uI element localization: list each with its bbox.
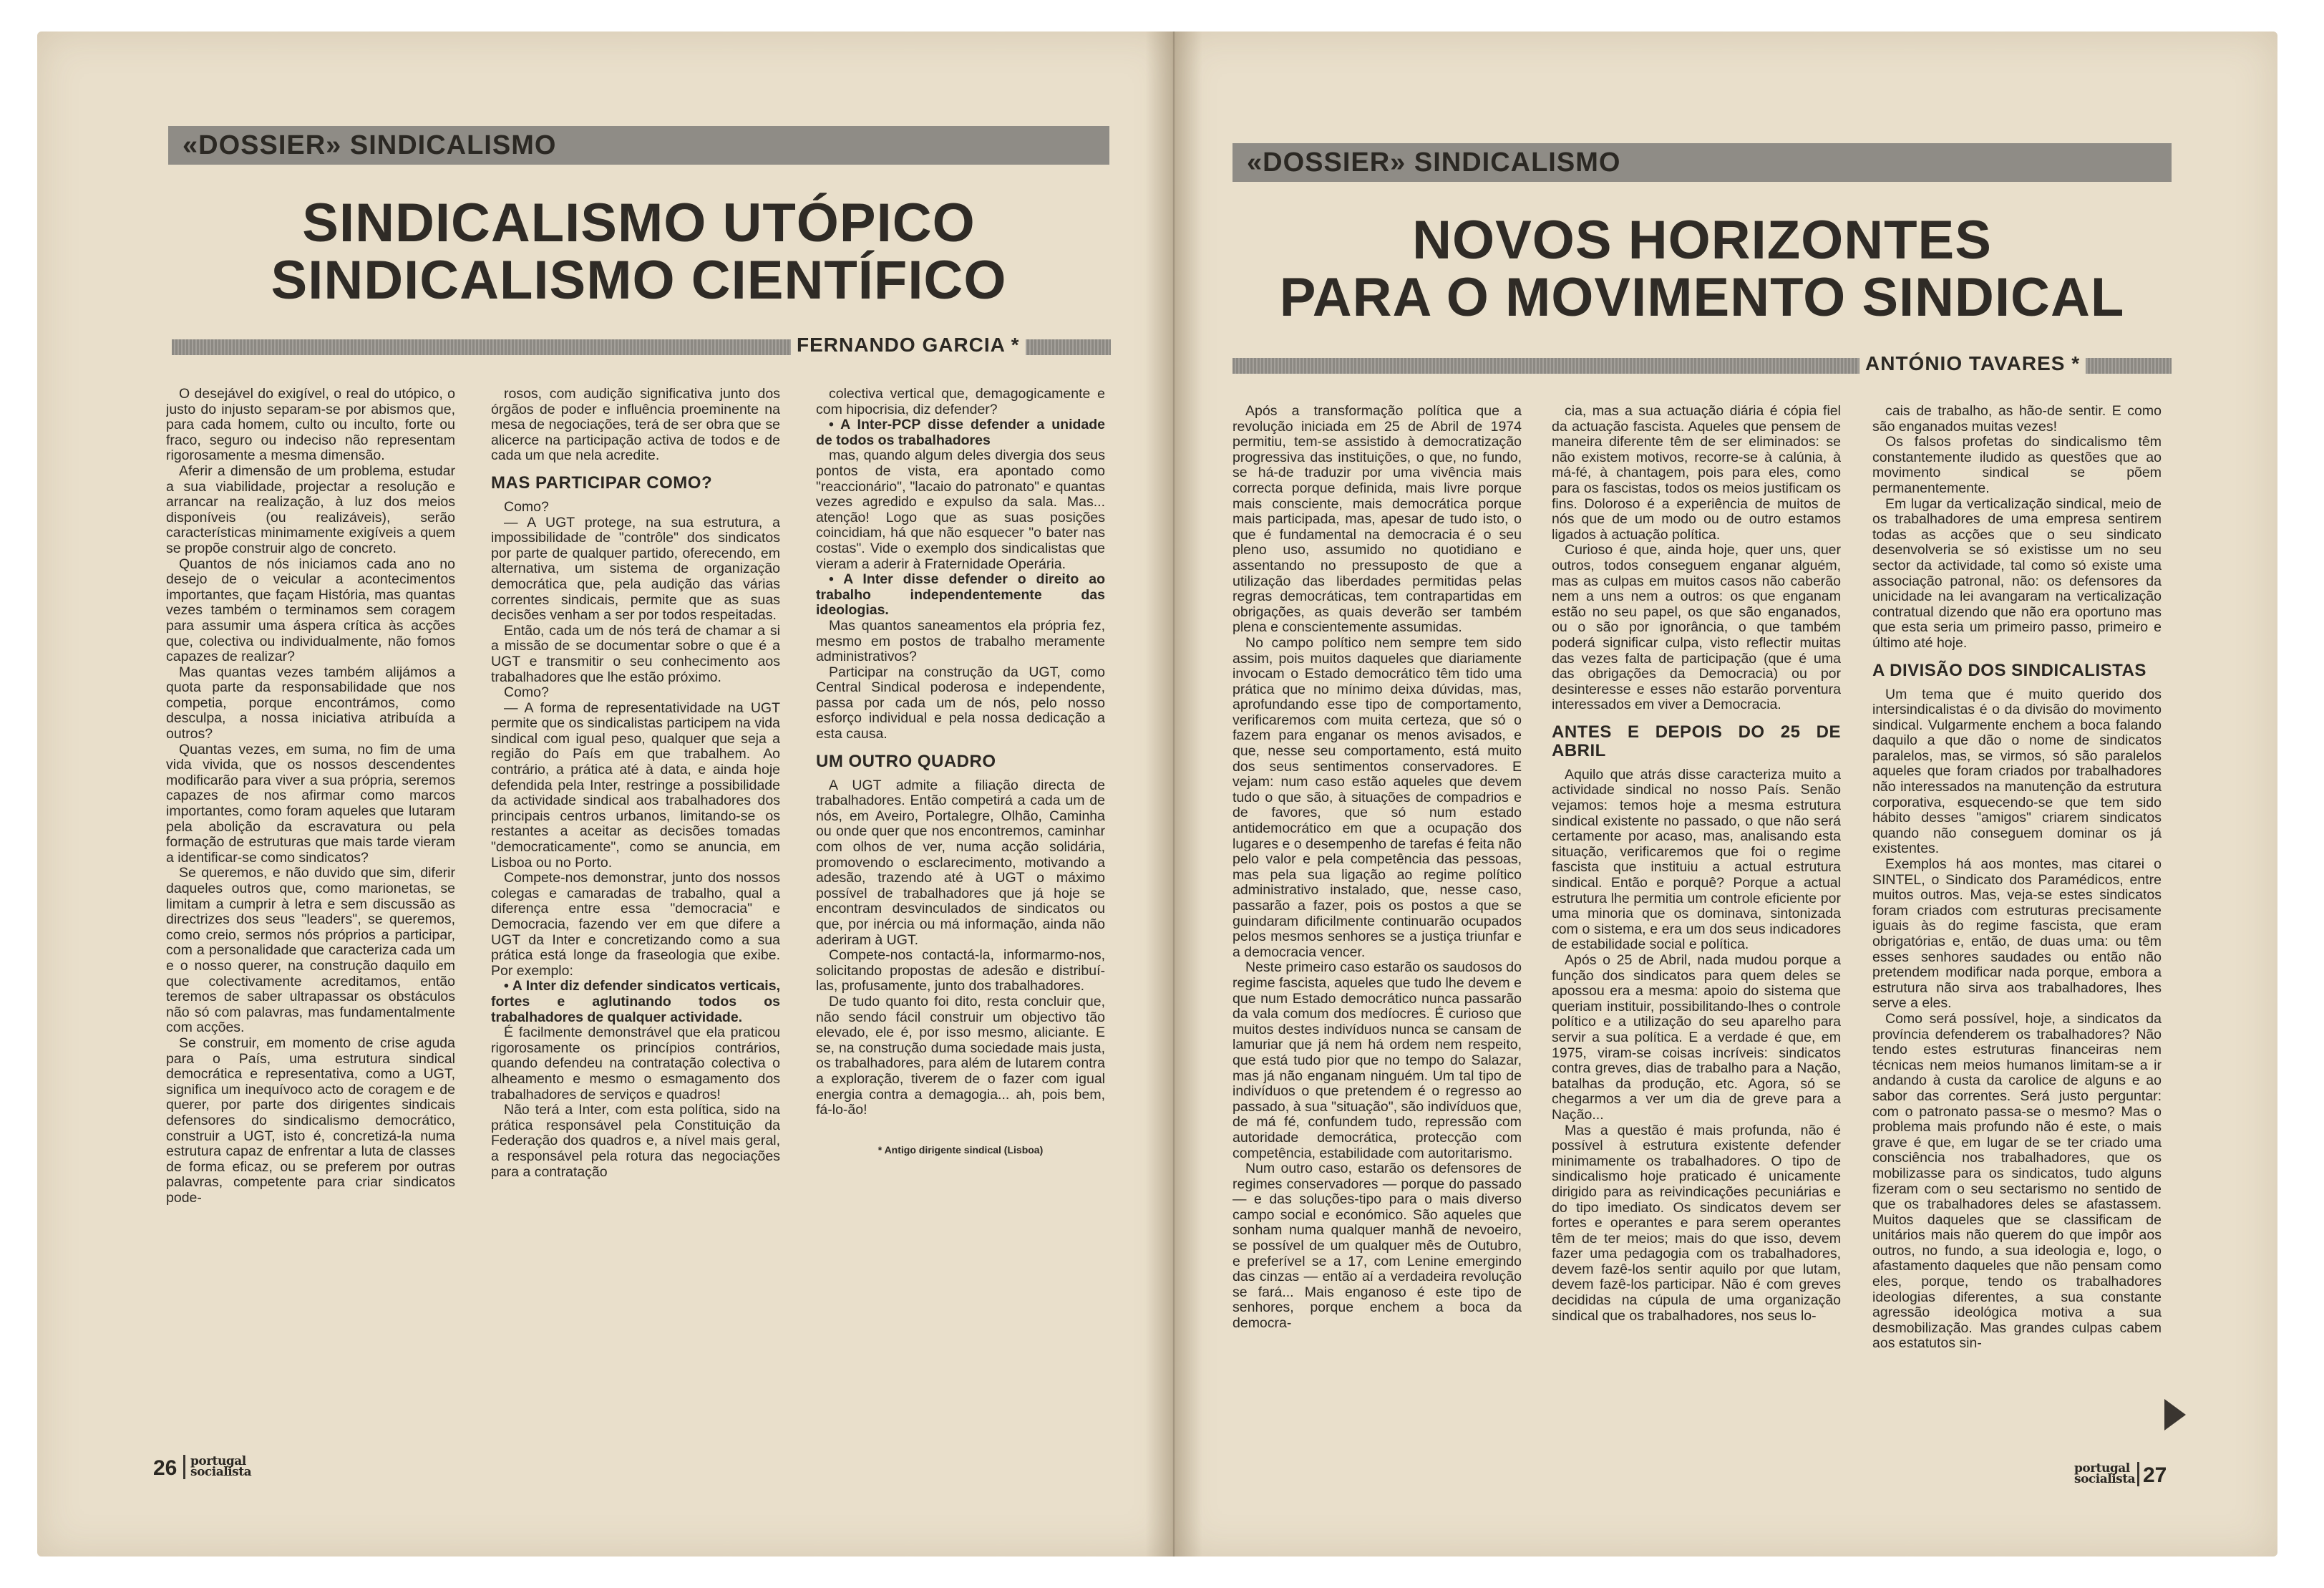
left-column-2 bbox=[491, 387, 780, 1432]
right-column-3 bbox=[1872, 404, 2162, 1435]
subheading: UM OUTRO QUADRO bbox=[816, 751, 996, 771]
paragraph: Participar na construção da UGT, como Central Sindical poderosa e independente, passa por cada um de nós, pelo nosso esforço individual e pela nossa dedicação a esta causa. bbox=[816, 664, 1105, 742]
bold-paragraph: • A Inter diz defender sindicatos verticais, fortes e aglutinando todos os trabalhadores de qualquer actividade. bbox=[491, 978, 780, 1025]
paragraph: No campo político nem sempre tem sido assim, pois muitos daqueles que diariamente invocam o Estado democrático têm tido uma prática que no mínimo deixa dúvidas, mas, aprofundando esse tipo de comportamento, verificaremos com muita certeza, que só o fazem para enganar os menos avisados, e que, nesse seu comportamento, está muito dos seus sentimentos conservadores. E vejam: num caso estão aqueles que devem tudo o que são, à situações de compadrios e de favores, que só num estado antidemocrático em que a ocupação dos lugares e o desempenho de tarefas é feita não pelo valor e pela competência das pessoas, mas pela sua ligação ao regime político administrativo instalado, que, nesse caso, passarão a fazer, pois os postos a que se guindaram dificilmente continuarão ocupados pelos mesmos senhores se a justiça triunfar e a democracia vencer. bbox=[1233, 634, 1522, 960]
paragraph: Aquilo que atrás disse caracteriza muito a actividade sindical no nosso País. Senão vejamos: temos hoje a mesma estrutura sindical existente no passado, o que não será certamente por acaso, mas, analisando esta situação, verificaremos que foi o regime fascista que instituiu a actual estrutura sindical. Então e porquê? Porque a actual estrutura lhe permitia um controle eficiente por uma minoria que os dominava, sintonizada com o sistema, e era um dos seus indicadores de estabilidade social e política. bbox=[1552, 766, 1841, 953]
paragraph: Curioso é que, ainda hoje, quer uns, quer outros, todos conseguem enganar alguém, mas as culpas em muitos casos não caberão nem a uns nem a outros: os que enganam estão no seu papel, os que são enganados, ou o são por ignorância, o que também poderá significar culpa, visto reflectir muitas das vezes falta de participação (que é uma das obrigações da Democracia) ou por desinteresse e esses não estarão porventura interessados em viver a Democracia. bbox=[1552, 542, 1841, 713]
right-logo bbox=[2074, 1463, 2135, 1485]
continue-arrow-icon bbox=[2164, 1399, 2186, 1430]
paragraph: mas, quando algum deles divergia dos seus pontos de vista, era apontado como "reaccionário", "lacaio do patronato" e quantas vezes agredido e expulso da sala. Mas... atenção! Logo que as suas posições coincidiam, há que não esquecer "o bater nas costas". Vide o exemplo dos sindicalistas que vieram a aderir à Fraternidade Operária. bbox=[816, 447, 1105, 572]
right-headline bbox=[1233, 212, 2172, 326]
paragraph: Um tema que é muito querido dos intersindicalistas é o da divisão do movimento sindical. Vulgarmente enchem a boca falando daquilo a que dão o nome de sindicatos paralelos, mas, se virmos, só são paralelos aqueles que foram criados por trabalhadores não interessados na manutenção da estrutura corporativa, esquecendo-se que tem sido hábito desses "amigos" criarem sindicatos quando não conseguem dominar os já existentes. bbox=[1872, 686, 2162, 857]
paragraph: Então, cada um de nós terá de chamar a si a missão de se documentar sobre o que é a UGT e transmitir o seu conhecimento aos trabalhadores que lhe estão próximo. bbox=[491, 622, 780, 685]
paragraph: É facilmente demonstrável que ela praticou rigorosamente os princípios contrários, quando defendeu na contratação colectiva o alheamento e mesmo o esmagamento dos trabalhadores de serviços e quadros! bbox=[491, 1025, 780, 1103]
right-author: ANTÓNIO TAVARES * bbox=[1859, 352, 2086, 375]
left-headline bbox=[168, 195, 1109, 309]
paragraph: cais de trabalho, as hão-de sentir. E como são enganados muitas vezes! bbox=[1872, 404, 2162, 435]
subheading: MAS PARTICIPAR COMO? bbox=[491, 473, 713, 493]
paragraph: Compete-nos demonstrar, junto dos nossos colegas e camaradas de trabalho, qual a diferença entre essa "democracia" e Democracia, fazendo ver em que difere a UGT da Inter e concretizando como a sua prática está longe da fraseologia que exibe. Por exemplo: bbox=[491, 870, 780, 979]
paragraph: Aferir a dimensão de um problema, estudar a sua viabilidade, projectar a resolução e arrancar na realização, à luz dos meios disponíveis (ou realizáveis), serão características minimamente exigíveis a quem se propõe construir algo de concreto. bbox=[166, 463, 455, 556]
paragraph: Exemplos há aos montes, mas citarei o SINTEL, o Sindicato dos Paramédicos, entre muitos outros. Mas, veja-se estes sindicatos foram criados com estruturas precisamente iguais às do regime fascista, que eram obrigatórias e, então, de duas uma: ou têm esses senhores saudades ou então não pretendem modificar nada porque, embora a estrutura não sirva aos trabalhadores, lhes serve a eles. bbox=[1872, 856, 2162, 1012]
paragraph: Se construir, em momento de crise aguda para o País, uma estrutura sindical democrática e representativa, como a UGT, significa um inequívoco acto de coragem e de querer, por parte dos dirigentes sindicais defensores do sindicalismo democrático, construir a UGT, isto é, concretizá-la numa estrutura capaz de enfrentar a luta de classes de forma eficaz, ou se preferem por outras palavras, competente para criar sindicatos pode- bbox=[166, 1035, 455, 1206]
bold-paragraph: • A Inter disse defender o direito ao trabalho independentemente das ideologias. bbox=[816, 571, 1105, 619]
subheading: A DIVISÃO DOS SINDICALISTAS bbox=[1872, 660, 2146, 680]
paragraph: — A forma de representatividade na UGT permite que os sindicalistas participem na vida sindical com igual peso, qualquer que seja a região do País em que trabalhem. Ao contrário, a prática até à data, e ainda hoje defendida pela Inter, restringe a possibilidade da actividade sindical aos trabalhadores dos principais centros urbanos, limitando-se os restantes a aceitar as decisões tomadas "democraticamente", como se anuncia, em Lisboa ou no Porto. bbox=[491, 699, 780, 871]
right-footer-divider bbox=[2137, 1462, 2139, 1486]
paragraph: A UGT admite a filiação directa de trabalhadores. Então competirá a cada um de nós, em Aveiro, Portalegre, Olhão, Caminha ou onde quer que nos encontremos, caminhar com olhos de ver, numa acção solidária, promovendo o esclarecimento, motivando a adesão, trazendo até à UGT o máximo possível de trabalhadores que já hoje se encontram desvinculados de sindicatos ou que, por inércia ou má informação, ainda não aderiram à UGT. bbox=[816, 777, 1105, 948]
logo-text: portugal bbox=[2074, 1461, 2130, 1476]
left-column-3 bbox=[816, 387, 1105, 1432]
paragraph: Como? bbox=[504, 498, 549, 515]
paragraph: rosos, com audição significativa junto dos órgãos de poder e influência proeminente na mesa de negociações, terá de ser obra que se alicerce na participação activa de todos e de cada um que nela acredite. bbox=[491, 387, 780, 464]
paragraph: Os falsos profetas do sindicalismo têm constantemente iludido as questões que ao movimento sindical se põem permanentemente. bbox=[1872, 434, 2162, 496]
right-section-bar bbox=[1233, 143, 2172, 182]
logo-text: socialista bbox=[2074, 1472, 2136, 1486]
right-page-number: 27 bbox=[2143, 1463, 2167, 1487]
right-headline-line2: PARA O MOVIMENTO SINDICAL bbox=[1279, 267, 2125, 328]
right-column-1 bbox=[1233, 404, 1522, 1435]
paragraph: Quantos de nós iniciamos cada ano no desejo de o veicular a acontecimentos importantes, que façam História, mas quantas vezes também o terminamos sem coragem para assumir uma áspera crítica às acções que, colectiva ou individualmente, não fomos capazes de realizar? bbox=[166, 556, 455, 665]
logo-text: portugal bbox=[190, 1454, 246, 1468]
paragraph: colectiva vertical que, demagogicamente e com hipocrisia, diz defender? bbox=[816, 387, 1105, 417]
left-headline-line1: SINDICALISMO UTÓPICO bbox=[302, 193, 976, 253]
paragraph: Não terá a Inter, com esta política, sido na prática responsável pela Constituição da Federação dos quadros e, a nível mais geral, a responsável pela rotura das negociações para a contratação bbox=[491, 1102, 780, 1180]
left-section-bar bbox=[168, 126, 1109, 165]
left-author: FERNANDO GARCIA * bbox=[791, 334, 1026, 357]
paragraph: Mas a questão é mais profunda, não é possível à estrutura existente defender minimamente os trabalhadores. O tipo de sindicalismo hoje praticado é unicamente dirigido para as reivindicações pecuniárias e do tipo imediato. Os sindicatos devem ser fortes e operantes e para serem operantes têm de ter meios; mais do que isso, devem fazer uma pedagogia com os trabalhadores, devem fazê-los sentir aquilo por que lutam, devem fazê-los participar. Não é com greves decididas na cúpula de uma organização sindical que os trabalhadores, nos seus lo- bbox=[1552, 1122, 1841, 1324]
bold-paragraph: • A Inter-PCP disse defender a unidade de todos os trabalhadores bbox=[816, 417, 1105, 448]
paragraph: — A UGT protege, na sua estrutura, a impossibilidade de "contrôle" dos sindicatos por parte de qualquer partido, oferecendo, em alternativa, um sistema de organização democrática que, pela audição das várias correntes sindicais, permite que as suas decisões venham a ser por todos respeitadas. bbox=[491, 514, 780, 624]
paragraph: Mas quantos saneamentos ela própria fez, mesmo em postos de trabalho meramente administrativos? bbox=[816, 617, 1105, 665]
footnote: * Antigo dirigente sindical (Lisboa) bbox=[877, 1143, 1044, 1156]
subheading: ANTES E DEPOIS DO 25 DE ABRIL bbox=[1552, 722, 1841, 760]
left-column-1 bbox=[166, 387, 455, 1432]
paragraph: Se queremos, e não duvido que sim, diferir daqueles outros que, como marionetas, se limitam a cumprir à letra e sem discussão as directrizes dos seus "leaders", se queremos, como creio, sermos nós próprios a participar, com a personalidade que caracteriza cada um e o nosso querer, na construção daquilo em que colectivamente acreditamos, então teremos de saber ultrapassar os obstáculos não só com palavras, mas fundamentalmente com acções. bbox=[166, 865, 455, 1036]
right-section-label: «DOSSIER» SINDICALISMO bbox=[1247, 147, 1621, 178]
paragraph: Como será possível, hoje, a sindicatos da província defenderem os trabalhadores? Não tendo estes estruturas financeiras nem técnicas nem meios humanos limitam-se a ir andando à custa da carolice de alguns e ao sabor das correntes. Será justo perguntar: com o patronato passa-se o mesmo? Mas o problema mais profundo não é este, o mais grave é que, em lugar de se ter criado uma consciência nos trabalhadores, que os mobilizasse para os sindicatos, tudo alguns fizeram com o seu sectarismo no sentido de que os trabalhadores deles se afastassem. Muitos daqueles que se classificam de unitários mais não querem do que impôr aos outros, no fundo, a sua ideologia e, logo, o afastamento daqueles que não pensam como eles, porque, tendo os trabalhadores ideologias diferentes, a sua constante agressão ideológica motiva a sua desmobilização. Mas grandes culpas cabem aos estatutos sin- bbox=[1872, 1010, 2162, 1352]
paragraph: Após a transformação política que a revolução iniciada em 25 de Abril de 1974 permitiu, tem-se assistido à democratização progressiva das instituições, o que, no fundo, se há-de traduzir por uma vivência mais correcta porque definida, mais livre porque mais consciente, mais democrática porque mais participada, mas, apesar de tudo isto, o que é fundamental na democracia é o seu pleno uso, assumido no quotidiano e assentando no pressuposto de que a utilização das liberdades permitidas pelas regras democráticas, tem contrapartidas em obrigações, as quais deverão ser também plena e conscientemente assumidas. bbox=[1233, 404, 1522, 636]
paragraph: Compete-nos contactá-la, informarmo-nos, solicitando propostas de adesão e distribuí-las, profusamente, junto dos trabalhadores. bbox=[816, 947, 1105, 994]
left-footer-divider bbox=[183, 1455, 185, 1479]
paragraph: Como? bbox=[504, 684, 549, 701]
left-section-label: «DOSSIER» SINDICALISMO bbox=[183, 130, 557, 160]
paragraph: cia, mas a sua actuação diária é cópia fiel da actuação fascista. Aqueles que pensem de maneira diferente têm de ser eliminados: se não existem motivos, recorre-se à calúnia, à má-fé, à chantagem, pois para eles, como para os fascistas, todos os meios justificam os fins. Doloroso é a experiência de muitos de nós que de um modo ou de outro estamos ligados à actuação política. bbox=[1552, 404, 1841, 543]
left-headline-line2: SINDICALISMO CIENTÍFICO bbox=[271, 250, 1007, 311]
paragraph: Quantas vezes, em suma, no fim de uma vida vivida, que os nossos descendentes modificarão para viver a sua própria, seremos capazes de nos afirmar como marcos importantes, como foram aqueles que lutaram pela abolição da escravatura ou pela formação de estruturas que mais tarde vieram a identificar-se como sindicatos? bbox=[166, 741, 455, 866]
paragraph: Neste primeiro caso estarão os saudosos do regime fascista, aqueles que tudo lhe devem e que num Estado democrático nunca passarão da vala comum dos medíocres. É curioso que muitos destes indivíduos nunca se cansam de lamuriar que já nem há ordem nem respeito, que está tudo pior que no tempo do Salazar, mas já não enganam ninguém. Um tal tipo de indivíduos o que pretendem é o regresso ao passado, à sua "situação", são indivíduos que, de má fé, confundem tudo, repressão com autoridade democrática, protecção com competência, estabilidade com autoritarismo. bbox=[1233, 959, 1522, 1161]
paragraph: De tudo quanto foi dito, resta concluir que, não sendo fácil construir um objectivo tão elevado, ele é, por isso mesmo, aliciante. E se, na construção duma sociedade mais justa, os trabalhadores, para além de lutarem contra a exploração, tiverem de o fazer com igual energia contra a demagogia... ah, pois bem, fá-lo-ão! bbox=[816, 993, 1105, 1118]
right-headline-line1: NOVOS HORIZONTES bbox=[1412, 210, 1992, 271]
left-page-number: 26 bbox=[153, 1456, 178, 1480]
right-column-2 bbox=[1552, 404, 1841, 1435]
paragraph: O desejável do exigível, o real do utópico, o justo do injusto separam-se por abismos que, para cada homem, culto ou inculto, forte ou fraco, seguro ou indeciso não representam rigorosamente a mesma dimensão. bbox=[166, 387, 455, 464]
paragraph: Num outro caso, estarão os defensores de regimes conservadores — porque do passado — e das soluções-tipo para o mais diverso campo social e económico. São aqueles que sonham numa qualquer manhã de nevoeiro, se possível de um qualquer mês de Outubro, e preferível se a 17, com Lenine emergindo das cinzas — então aí a verdadeira revolução se fará... Mais enganoso é este tipo de senhores, porque enchem a boca da democra- bbox=[1233, 1161, 1522, 1332]
logo-text: socialista bbox=[190, 1465, 252, 1479]
paragraph: Mas quantas vezes também alijámos a quota parte da responsabilidade que nos competia, porque encontrámos, como desculpa, a nossa iniciativa atribuída a outros? bbox=[166, 664, 455, 742]
paragraph: Após o 25 de Abril, nada mudou porque a função dos sindicatos para quem deles se apossou era a mesma: apoio do sistema que queriam instituir, possibilitando-lhes o controle político e a utilização do seu aparelho para servir a sua política. E a verdade é que, em 1975, viram-se coisas incríveis: sindicatos contra greves, dias de trabalho para a Nação, batalhas da produção, etc. Agora, só se chegarmos a ver um dia de greve para a Nação... bbox=[1552, 952, 1841, 1123]
paragraph: Em lugar da verticalização sindical, meio de os trabalhadores de uma empresa sentirem todas as acções que o seu sindicato desenvolveria se só existisse um no seu sector da actividade, tal como só existe uma associação patronal, não: os defensores da unicidade na lei avangaram na verticalização contratual dizendo que não era oportuno mas que esta seria um primeiro passo, primeiro e último até hoje. bbox=[1872, 495, 2162, 651]
left-logo bbox=[190, 1456, 251, 1478]
